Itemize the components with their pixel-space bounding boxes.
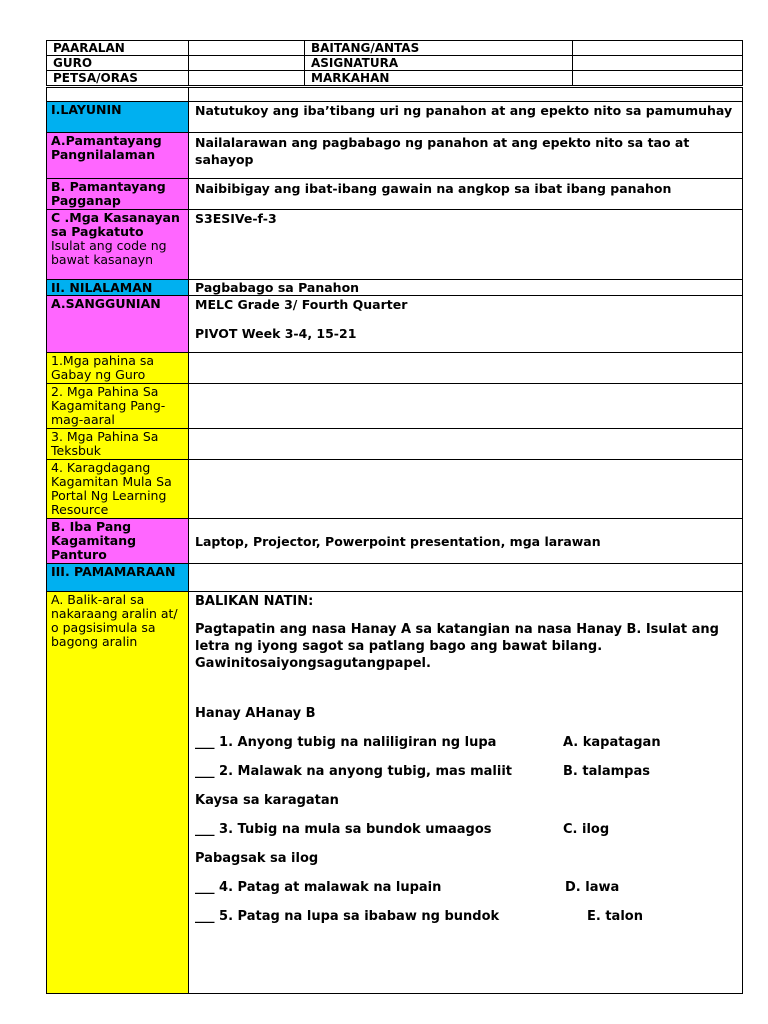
balik-aral-content [189, 592, 743, 994]
header-row [47, 71, 743, 86]
gabay-content [189, 353, 743, 384]
matching-item-question: Kaysa sa karagatan [195, 793, 339, 808]
matching-item-question: ___ 5. Patag na lupa sa ibabaw ng bundok [195, 909, 500, 924]
pangnilalaman-row [47, 133, 743, 179]
matching-item-choice: E. talon [587, 909, 643, 924]
matching-item-question: ___ 4. Patag at malawak na lupain [195, 880, 442, 895]
markahan-label: MARKAHAN [305, 71, 573, 86]
kasanayan-row [47, 210, 743, 280]
header-table [46, 40, 743, 86]
matching-item-question: ___ 2. Malawak na anyong tubig, mas maliit [195, 764, 512, 779]
pagganap-label: B. Pamantayang Pagganap [47, 179, 189, 210]
spacer-cell [47, 88, 189, 102]
matching-item [195, 821, 736, 838]
kagamitan-content [189, 384, 743, 429]
kasanayan-content: S3ESIVe-f-3 [189, 210, 743, 280]
nilalaman-content: Pagbabago sa Panahon [189, 280, 743, 296]
matching-item-choice: D. lawa [565, 880, 620, 895]
layunin-label: I.LAYUNIN [47, 102, 189, 133]
matching-item [195, 879, 736, 896]
guro-value [189, 56, 305, 71]
nilalaman-row [47, 280, 743, 296]
sanggunian-line-1: MELC Grade 3/ Fourth Quarter [195, 297, 408, 312]
portal-content [189, 460, 743, 519]
sanggunian-line-2: PIVOT Week 3-4, 15-21 [195, 326, 357, 341]
baitang-label: BAITANG/ANTAS [305, 41, 573, 56]
matching-item-question: ___ 1. Anyong tubig na naliligiran ng lupa [195, 735, 497, 750]
portal-row [47, 460, 743, 519]
pagganap-row [47, 179, 743, 210]
petsa-value [189, 71, 305, 86]
lesson-plan-table [46, 87, 743, 994]
pamamaraan-row [47, 564, 743, 592]
markahan-value [573, 71, 743, 86]
balik-aral-row [47, 592, 743, 994]
teksbuk-content [189, 429, 743, 460]
paaralan-label: PAARALAN [47, 41, 189, 56]
matching-item [195, 792, 736, 809]
kasanayan-label-title: C .Mga Kasanayan sa Pagkatuto [51, 210, 180, 239]
balik-columns: Hanay AHanay B [195, 706, 316, 721]
kasanayan-label [47, 210, 189, 280]
sanggunian-label: A.SANGGUNIAN [47, 296, 189, 353]
matching-item-choice: B. talampas [563, 764, 650, 779]
nilalaman-label: II. NILALAMAN [47, 280, 189, 296]
guro-label: GURO [47, 56, 189, 71]
header-row [47, 56, 743, 71]
spacer-row [47, 88, 743, 102]
teksbuk-row [47, 429, 743, 460]
pangnilalaman-content: Nailalarawan ang pagbabago ng panahon at ang epekto nito sa tao at sahayop [189, 133, 743, 179]
layunin-content: Natutukoy ang iba’tibang uri ng panahon at ang epekto nito sa pamumuhay [189, 102, 743, 133]
layunin-row [47, 102, 743, 133]
matching-item-choice: A. kapatagan [563, 735, 661, 750]
gabay-label: 1.Mga pahina sa Gabay ng Guro [47, 353, 189, 384]
pangnilalaman-label: A.Pamantayang Pangnilalaman [47, 133, 189, 179]
balik-instructions: Pagtapatin ang nasa Hanay A sa katangian na nasa Hanay B. Isulat ang letra ng iyong sagot sa patlang bago ang bawat bilang. Gawinitosaiyongsagutangpapel. [195, 622, 719, 671]
balik-aral-label: A. Balik-aral sa nakaraang aralin at/ o pagsisimula sa bagong aralin [47, 592, 189, 994]
matching-item [195, 763, 736, 780]
spacer-cell [189, 88, 743, 102]
iba-pang-content: Laptop, Projector, Powerpoint presentation, mga larawan [189, 519, 743, 564]
gabay-row [47, 353, 743, 384]
balik-items [195, 734, 736, 925]
paaralan-value [189, 41, 305, 56]
sanggunian-content [189, 296, 743, 353]
header-row [47, 41, 743, 56]
matching-item [195, 850, 736, 867]
sanggunian-row [47, 296, 743, 353]
matching-item [195, 908, 736, 925]
pamamaraan-label: III. PAMAMARAAN [47, 564, 189, 592]
matching-item-choice: C. ilog [563, 822, 610, 837]
matching-item [195, 734, 736, 751]
portal-label: 4. Karagdagang Kagamitan Mula Sa Portal Ng Learning Resource [47, 460, 189, 519]
kagamitan-label: 2. Mga Pahina Sa Kagamitang Pang-mag-aaral [47, 384, 189, 429]
iba-pang-row [47, 519, 743, 564]
pagganap-content: Naibibigay ang ibat-ibang gawain na angkop sa ibat ibang panahon [189, 179, 743, 210]
matching-item-question: Pabagsak sa ilog [195, 851, 319, 866]
kagamitan-row [47, 384, 743, 429]
baitang-value [573, 41, 743, 56]
kasanayan-label-note: Isulat ang code ng bawat kasanayn [51, 238, 167, 267]
balik-heading: BALIKAN NATIN: [195, 594, 314, 609]
teksbuk-label: 3. Mga Pahina Sa Teksbuk [47, 429, 189, 460]
asignatura-value [573, 56, 743, 71]
asignatura-label: ASIGNATURA [305, 56, 573, 71]
petsa-label: PETSA/ORAS [47, 71, 189, 86]
iba-pang-label: B. Iba Pang Kagamitang Panturo [47, 519, 189, 564]
pamamaraan-content [189, 564, 743, 592]
matching-item-question: ___ 3. Tubig na mula sa bundok umaagos [195, 822, 492, 837]
